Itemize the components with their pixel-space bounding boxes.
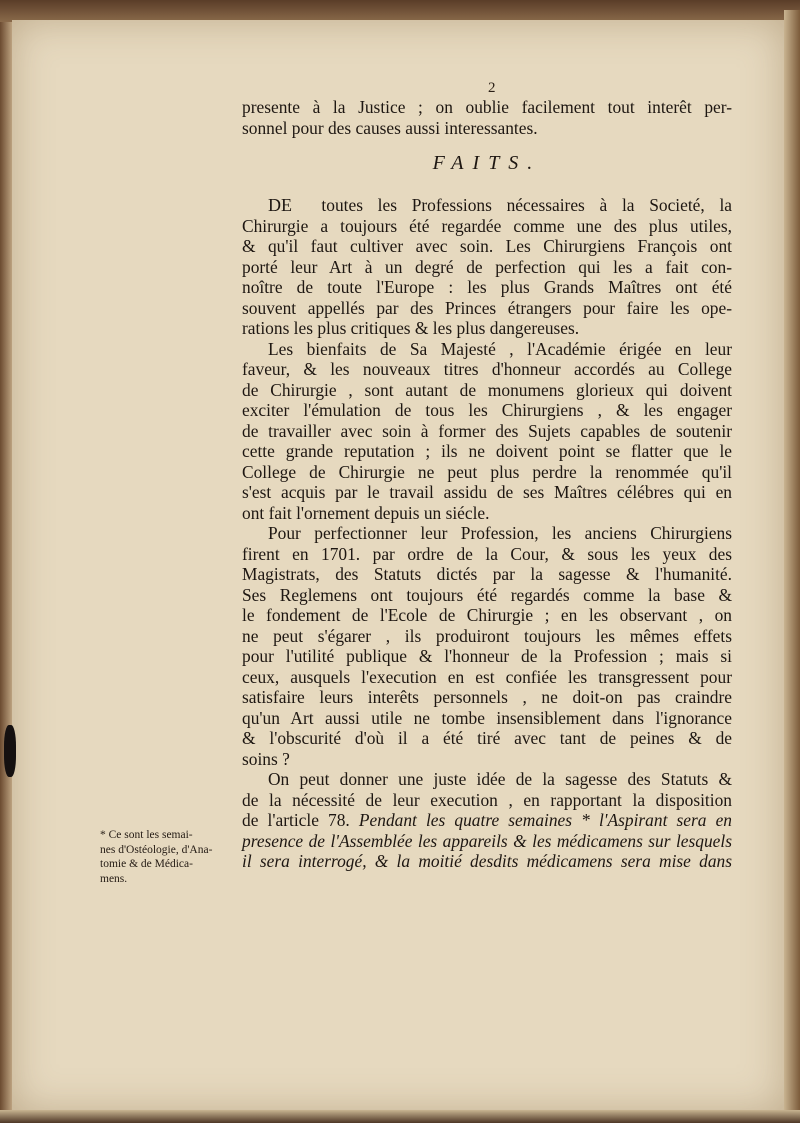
- section-heading: FAITS.: [432, 152, 542, 174]
- text-line: Ses Reglemens ont toujours été regardés comme la base &: [242, 584, 732, 605]
- text-line: & qu'il faut cultiver avec soin. Les Chirurgiens François ont: [242, 236, 732, 256]
- text-line: ceux, ausquels l'execution en est confiée les transgressent pour: [242, 666, 732, 687]
- text-line: [242, 195, 732, 216]
- footnote-line: nes d'Ostéologie, d'Ana-: [100, 843, 213, 856]
- text-line: ont fait l'ornement depuis un siécle.: [242, 502, 490, 523]
- paragraph: [242, 769, 732, 872]
- text-line: noître de toute l'Europe : les plus Grands Maîtres ont été: [242, 277, 732, 297]
- text-line: faveur, & les nouveaux titres d'honneur accordés au College: [242, 359, 732, 379]
- book-fore-edge: [784, 10, 800, 1123]
- drop-initial: DE: [268, 195, 292, 215]
- text-line: exciter l'émulation de tous les Chirurgiens , & les engager: [242, 400, 732, 420]
- text-line: de travailler avec soin à former des Sujets capables de soutenir: [242, 420, 732, 441]
- text-line: presence de l'Assemblée les appareils & les médicamens sur lesquels: [242, 830, 732, 851]
- text-line: Chirurgie a toujours été regardée comme une des plus utiles,: [242, 215, 732, 236]
- text-line: il sera interrogé, & la moitié desdits médicamens sera mise dans: [242, 851, 732, 871]
- text-line: sonnel pour des causes aussi interessantes.: [242, 117, 538, 138]
- text-line: & l'obscurité d'où il a été tiré avec tant de peines & de: [242, 728, 732, 748]
- footnote-line: tomie & de Médica-: [100, 858, 193, 870]
- footnote: [100, 828, 238, 886]
- body-text: [242, 97, 732, 872]
- book-top-edge: [0, 0, 800, 22]
- text-line: porté leur Art à un degré de perfection qui les a fait con-: [242, 256, 732, 277]
- footnote-line: mens.: [100, 872, 128, 885]
- text-line: ne peut s'égarer , ils produiront toujours les mêmes effets: [242, 625, 732, 646]
- continuation-paragraph: [242, 97, 732, 138]
- text-line: soins ?: [242, 748, 290, 769]
- text-line: de Chirurgie , sont autant de monumens glorieux qui doivent: [242, 379, 732, 400]
- ink-stain: [4, 725, 16, 777]
- page-number: 2: [488, 80, 496, 96]
- text-line: le fondement de l'Ecole de Chirurgie ; en les observant , on: [242, 605, 732, 625]
- paragraph: [242, 523, 732, 769]
- text-line: Les bienfaits de Sa Majesté , l'Académie érigée en leur: [268, 338, 732, 359]
- text-line: de la nécessité de leur execution , en rapportant la disposition: [242, 789, 732, 810]
- text-line: On peut donner une juste idée de la sagesse des Statuts &: [268, 769, 732, 789]
- text-line: s'est acquis par le travail assidu de ses Maîtres célébres qui en: [242, 482, 732, 502]
- text-line: [242, 810, 732, 831]
- text-line: College de Chirurgie ne peut plus perdre la renommée qu'il: [242, 461, 732, 482]
- text-line: firent en 1701. par ordre de la Cour, & sous les yeux des: [242, 543, 732, 564]
- text-line: souvent appellés par des Princes étrangers pour faire les ope-: [242, 297, 732, 318]
- paragraph: [242, 339, 732, 524]
- paragraph: [242, 195, 732, 339]
- text-line: rations les plus critiques & les plus dangereuses.: [242, 318, 580, 338]
- italic-quote: Pendant les quatre semaines * l'Aspirant sera en: [358, 810, 732, 830]
- text-line: Magistrats, des Statuts dictés par la sagesse & l'humanité.: [242, 564, 732, 584]
- text-line: satisfaire leurs interêts personnels , ne doit-on pas craindre: [242, 687, 732, 707]
- text-line: cette grande reputation ; ils ne doivent point se flatter que le: [242, 441, 732, 461]
- text-line: presente à la Justice ; on oublie facilement tout interêt per-: [242, 97, 732, 117]
- footnote-line: * Ce sont les semai-: [100, 829, 193, 841]
- text-line: pour l'utilité publique & l'honneur de la Profession ; mais si: [242, 646, 732, 666]
- text-span: de l'article 78.: [242, 810, 350, 830]
- text-span: toutes les Professions nécessaires à la Societé, la: [321, 195, 732, 215]
- text-line: qu'un Art aussi utile ne tombe insensiblement dans l'ignorance: [242, 707, 732, 728]
- book-bottom-edge: [0, 1110, 800, 1123]
- text-line: Pour perfectionner leur Profession, les anciens Chirurgiens: [268, 523, 732, 543]
